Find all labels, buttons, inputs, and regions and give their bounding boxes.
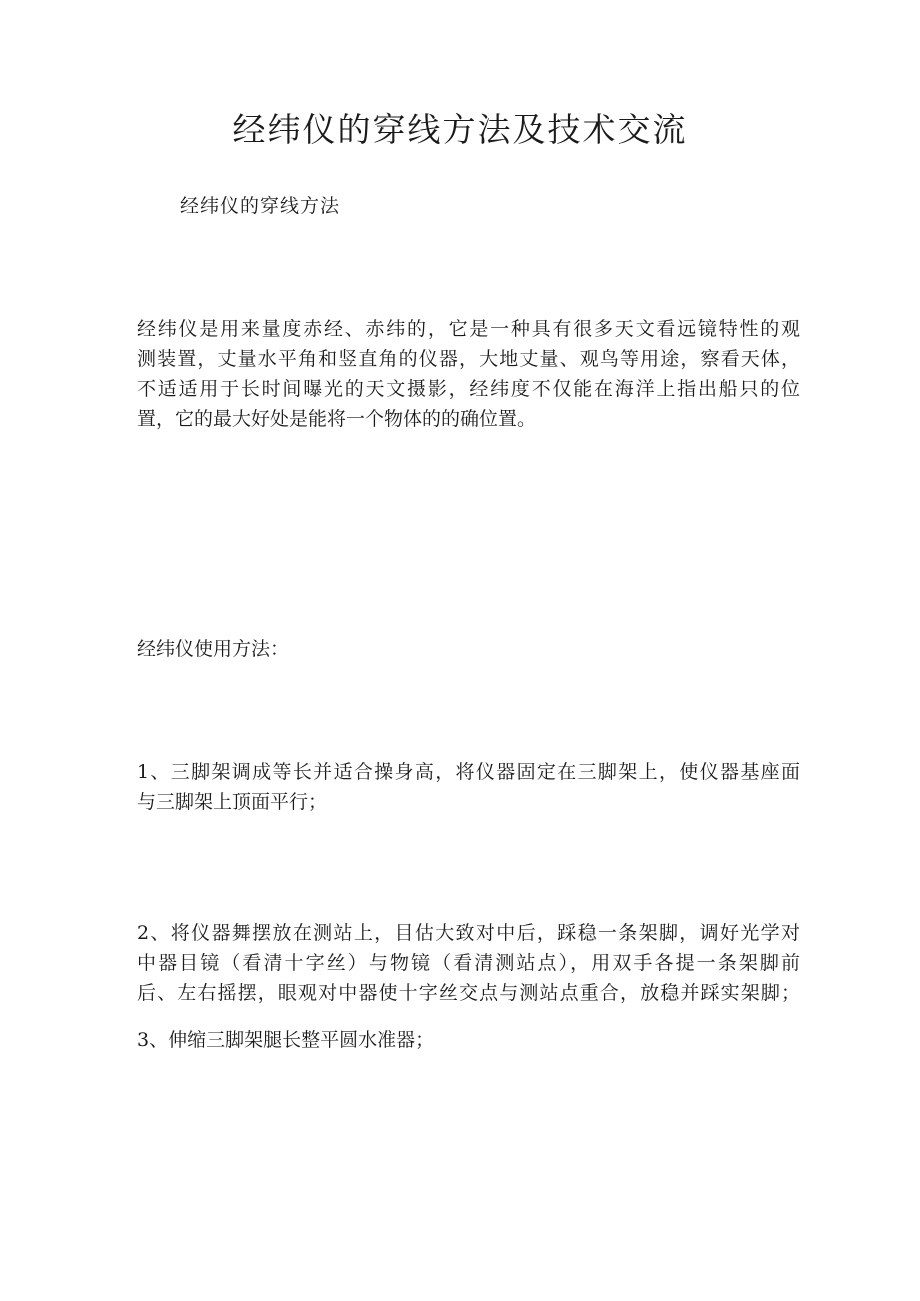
- step-3-line: 3、伸缩三脚架腿长整平圆水准器；: [137, 1029, 435, 1051]
- intro-line: 经纬仪是用来量度赤经、赤纬的，它是一种具有很多天文看远镜特性的观: [137, 318, 800, 340]
- document-title: 经纬仪的穿线方法及技术交流: [232, 110, 688, 149]
- step-1-line: 与三脚架上顶面平行；: [137, 791, 328, 813]
- step-1-paragraph: [137, 757, 800, 817]
- intro-line: 测装置，丈量水平角和竖直角的仪器，大地丈量、观鸟等用途，察看天体，: [137, 348, 800, 370]
- step-2-line: 2、将仪器舞摆放在测站上，目估大致对中后，踩稳一条架脚，调好光学对: [137, 922, 800, 944]
- step-2-line: 中器目镜（看清十字丝）与物镜（看清测站点），用双手各提一条架脚前: [137, 952, 800, 974]
- usage-heading-text: 经纬仪使用方法：: [137, 638, 290, 660]
- intro-line: 置，它的最大好处是能将一个物体的的确位置。: [137, 408, 537, 430]
- step-3-paragraph: [137, 1025, 800, 1055]
- step-2-line: 后、左右摇摆，眼观对中器使十字丝交点与测站点重合，放稳并踩实架脚；: [137, 982, 800, 1004]
- intro-line: 不适适用于长时间曝光的天文摄影，经纬度不仅能在海洋上指出船只的位: [137, 378, 800, 400]
- step-1-line: 1、三脚架调成等长并适合操身高，将仪器固定在三脚架上，使仪器基座面: [137, 761, 800, 783]
- section-subtitle: 经纬仪的穿线方法: [180, 195, 341, 217]
- intro-paragraph: [137, 314, 800, 434]
- usage-heading: [137, 634, 800, 664]
- step-2-paragraph: [137, 918, 800, 1008]
